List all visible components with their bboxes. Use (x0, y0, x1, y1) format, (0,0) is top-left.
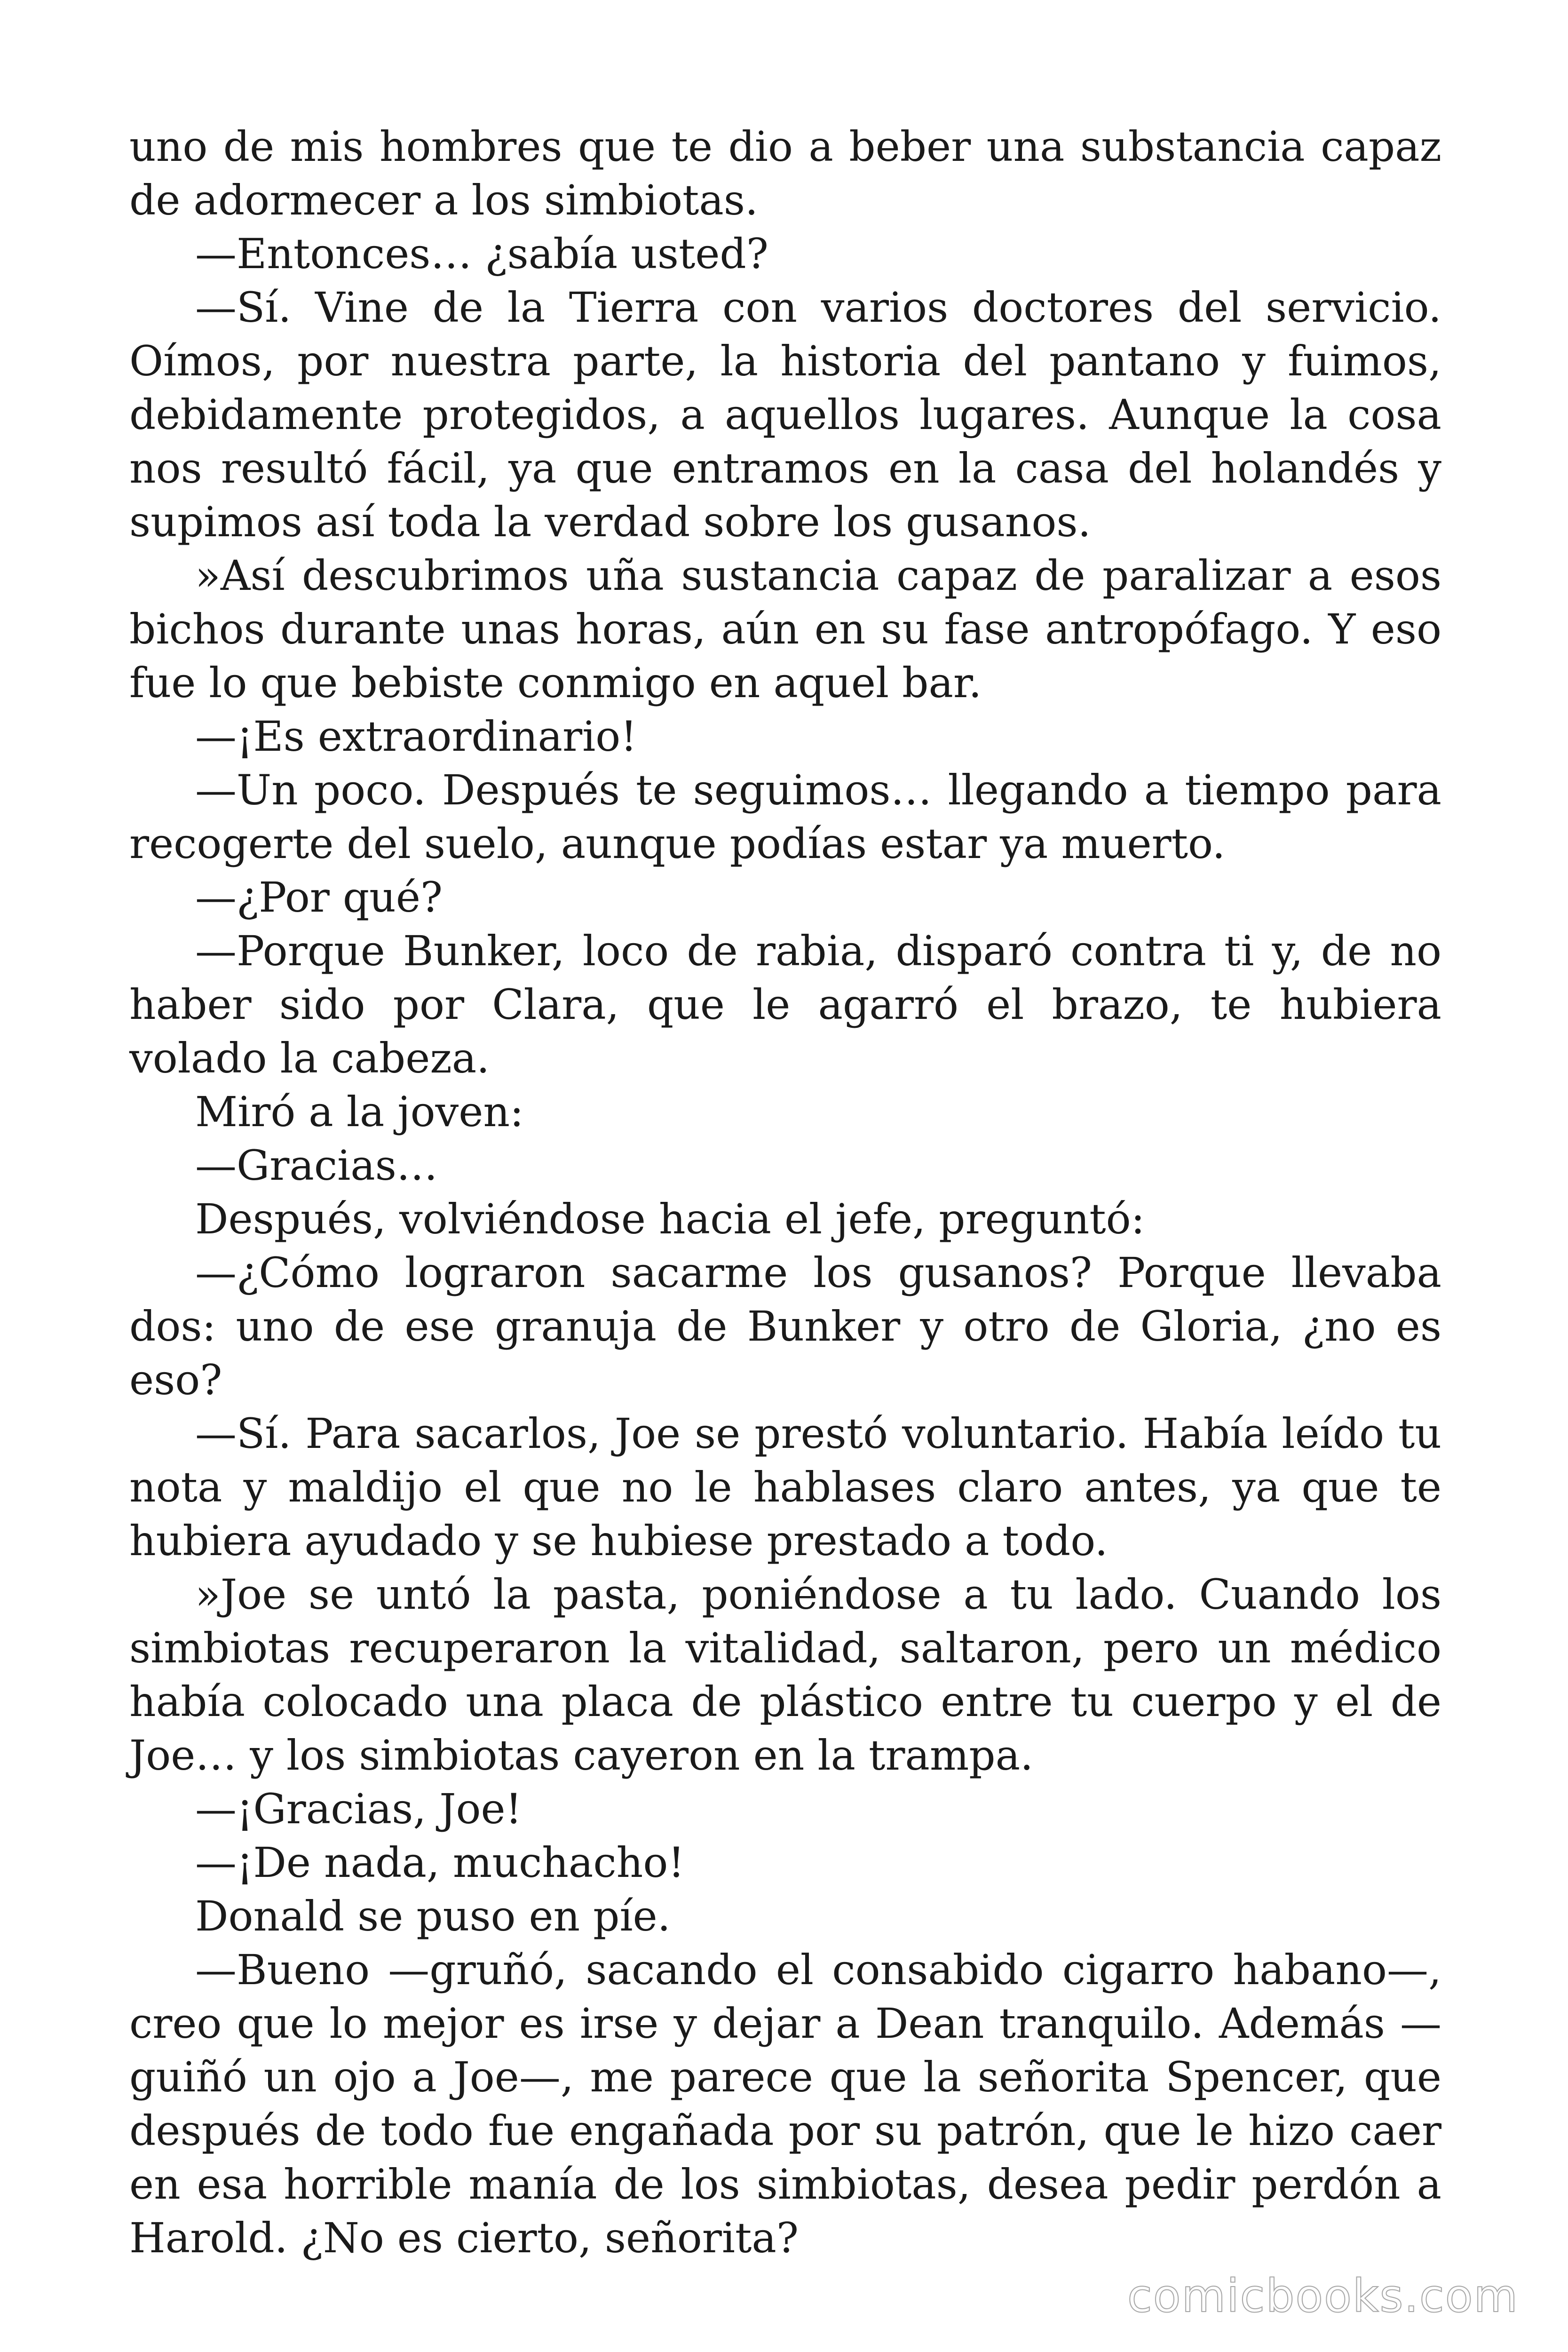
paragraph: —¿Cómo lograron sacarme los gusanos? Porque llevaba dos: uno de ese granuja de Bunker y otro de Gloria, ¿no es eso? (129, 1248, 1441, 1404)
paragraph: —Porque Bunker, loco de rabia, disparó contra ti y, de no haber sido por Clara, que le agarró el brazo, te hubiera volado la cabeza. (129, 927, 1441, 1082)
paragraph: »Así descubrimos uña sustancia capaz de paralizar a esos bichos durante unas horas, aún en su fase antropófago. Y eso fue lo que bebiste conmigo en aquel bar. (129, 551, 1441, 707)
paragraph: —Un poco. Después te seguimos… llegando a tiempo para recogerte del suelo, aunque podías estar ya muerto. (129, 766, 1441, 868)
paragraph: —¡Gracias, Joe! (195, 1785, 522, 1833)
paragraph: —Gracias… (195, 1141, 438, 1190)
paragraph: uno de mis hombres que te dio a beber una substancia capaz de adormecer a los simbiotas. (129, 122, 1441, 224)
paragraph: »Joe se untó la pasta, poniéndose a tu lado. Cuando los simbiotas recuperaron la vitalidad, saltaron, pero un médico había colocado una placa de plástico entre tu cuerpo y el de Joe… y los simbiotas cayeron en la trampa. (129, 1570, 1441, 1780)
page-body (129, 120, 1441, 2265)
paragraph: —Entonces… ¿sabía usted? (195, 230, 768, 278)
paragraph: Miró a la joven: (195, 1088, 524, 1136)
paragraph: Después, volviéndose hacia el jefe, preguntó: (195, 1195, 1145, 1243)
paragraph: —Sí. Vine de la Tierra con varios doctores del servicio. Oímos, por nuestra parte, la historia del pantano y fuimos, debidamente protegidos, a aquellos lugares. Aunque la cosa nos resultó fácil, ya que entramos en la casa del holandés y supimos así toda la verdad sobre los gusanos. (129, 283, 1441, 546)
watermark-text: comicbooks.com (1127, 2270, 1519, 2322)
paragraph: —Bueno —gruñó, sacando el consabido cigarro habano—, creo que lo mejor es irse y dejar a Dean tranquilo. Además —guiñó un ojo a Joe—, me parece que la señorita Spencer, que después de todo fue engañada por su patrón, que le hizo caer en esa horrible manía de los simbiotas, desea pedir perdón a Harold. ¿No es cierto, señorita? (129, 1946, 1441, 2262)
paragraph: Donald se puso en píe. (195, 1892, 671, 1940)
paragraph: —¿Por qué? (195, 873, 443, 922)
paragraph: —¡De nada, muchacho! (195, 1838, 685, 1887)
paragraph: —Sí. Para sacarlos, Joe se prestó voluntario. Había leído tu nota y maldijo el que no le hablases claro antes, ya que te hubiera ayudado y se hubiese prestado a todo. (129, 1409, 1441, 1565)
paragraph: —¡Es extraordinario! (195, 712, 637, 761)
